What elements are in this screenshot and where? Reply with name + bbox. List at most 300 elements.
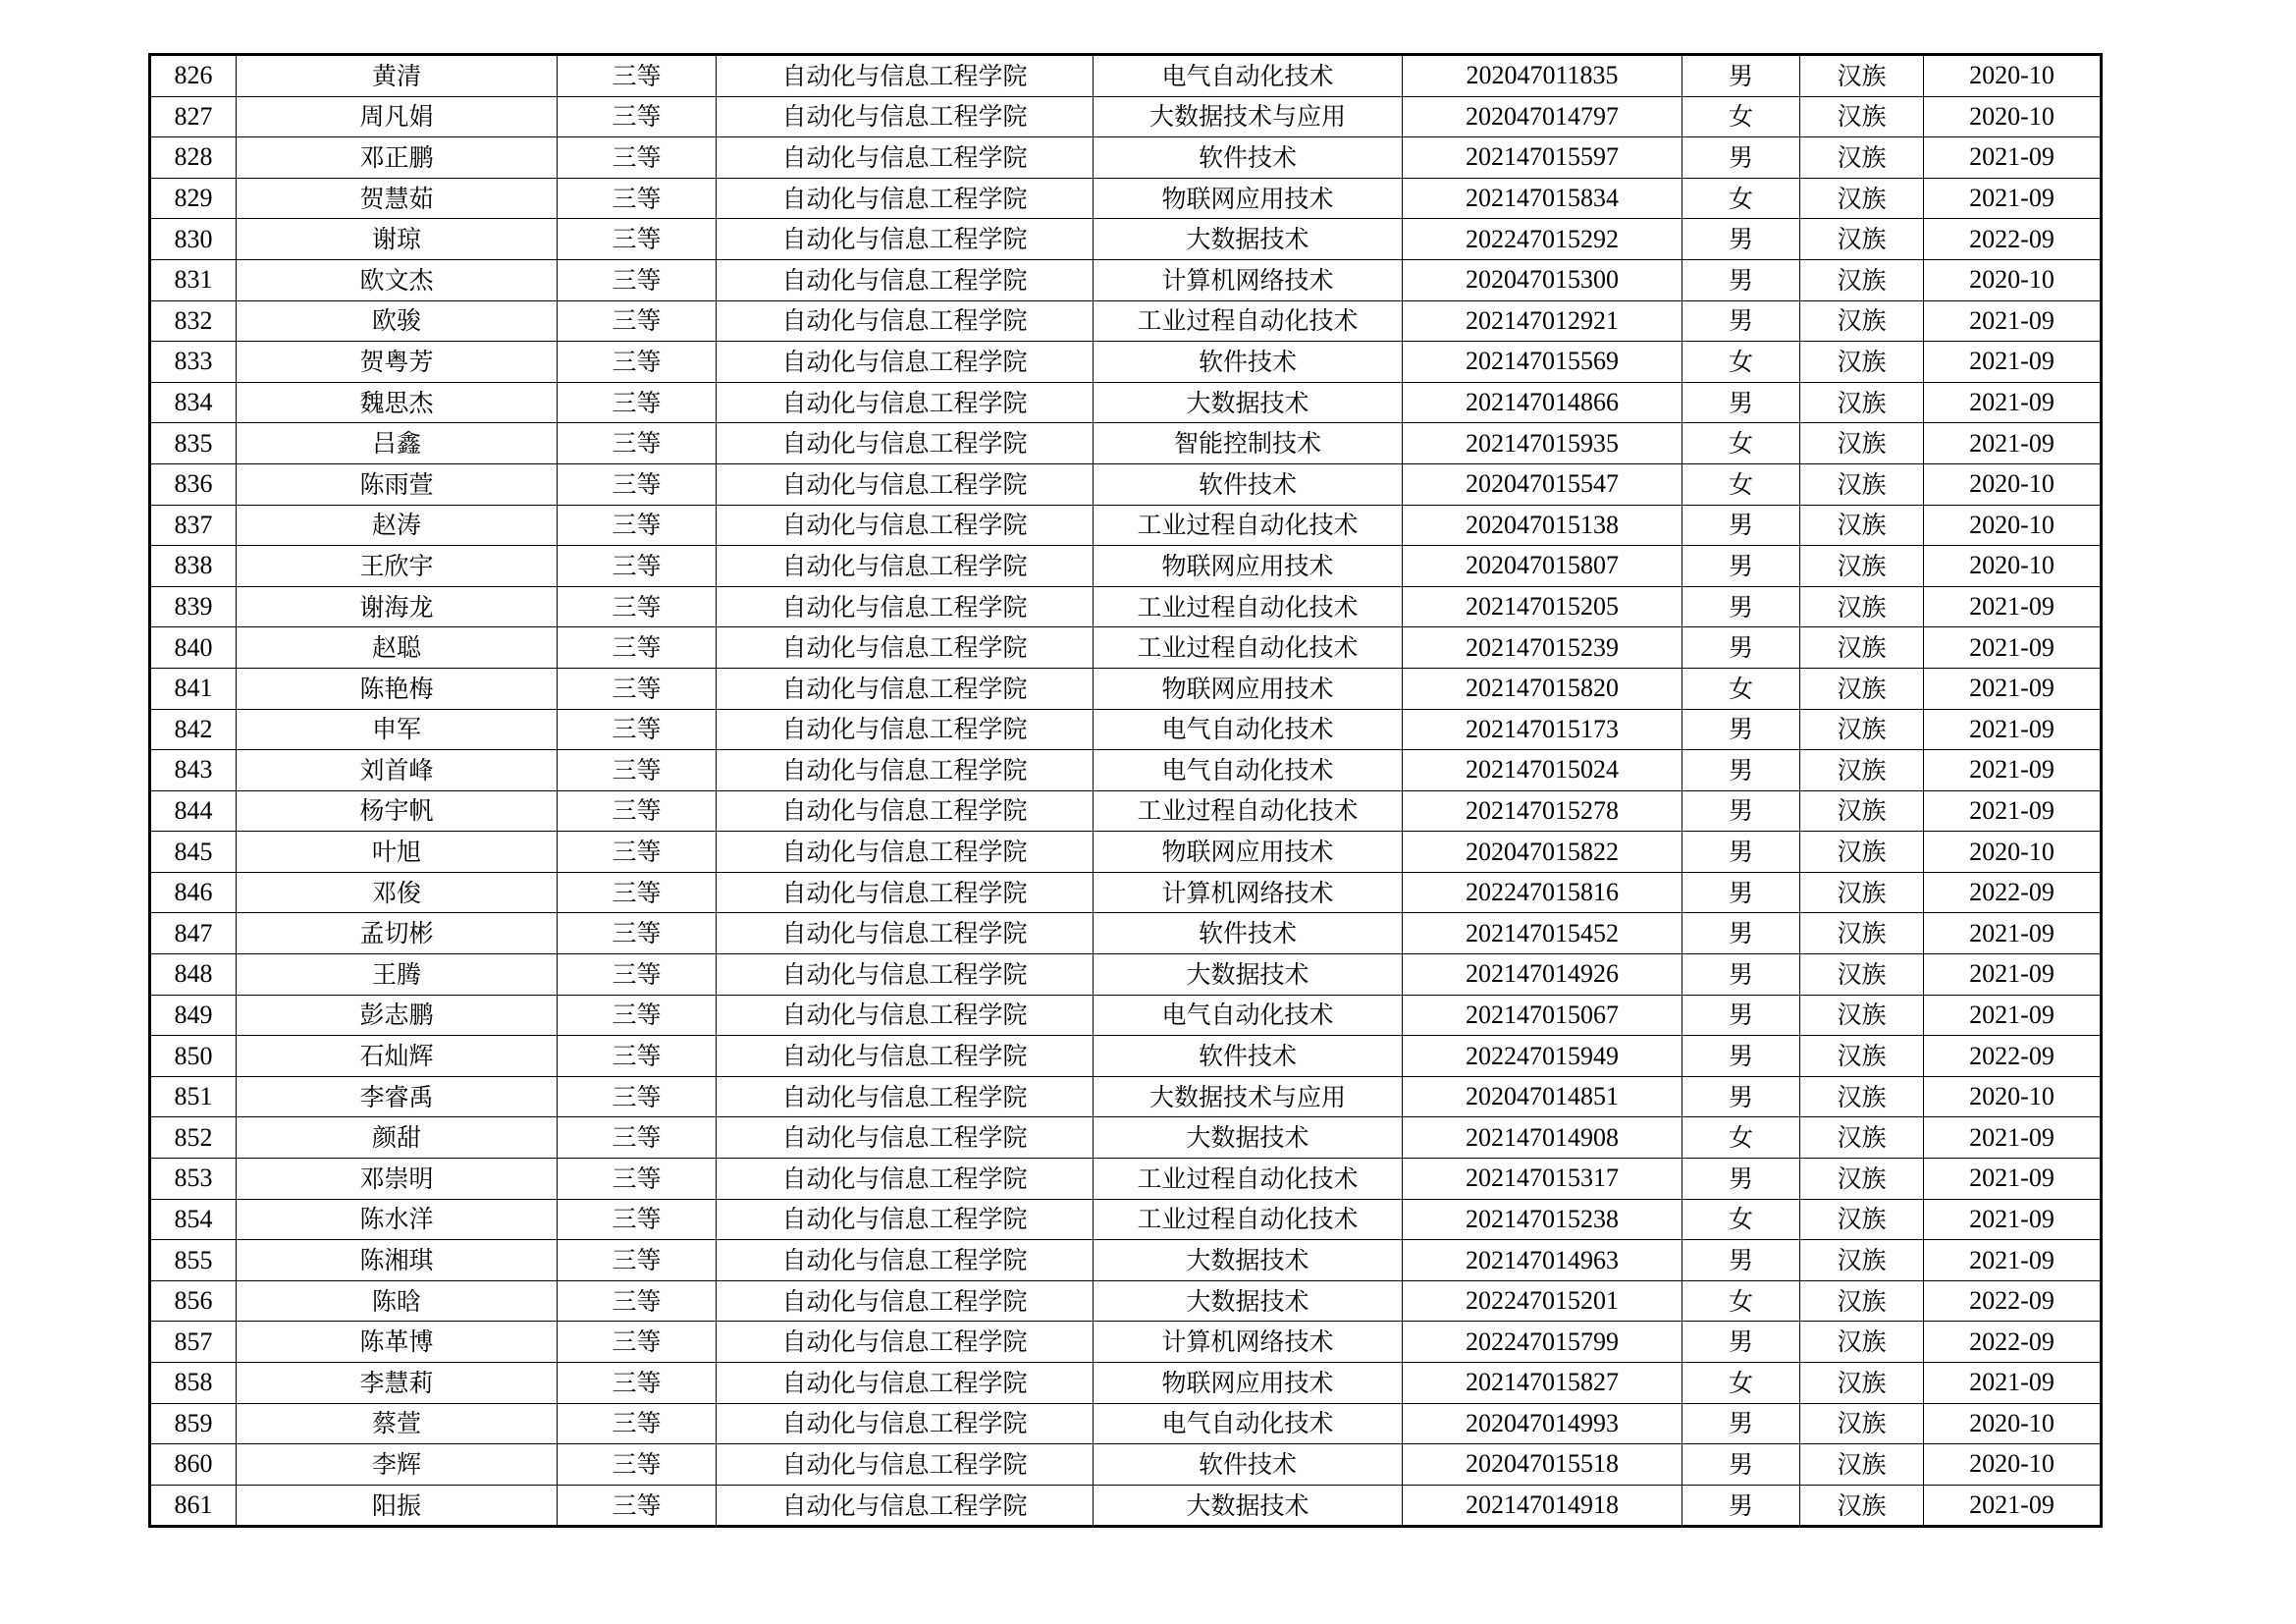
major-cell: 计算机网络技术 <box>1094 259 1403 300</box>
college-cell: 自动化与信息工程学院 <box>717 832 1094 873</box>
college-cell: 自动化与信息工程学院 <box>717 505 1094 546</box>
name-cell: 赵涛 <box>237 505 558 546</box>
ethnicity-cell: 汉族 <box>1800 1363 1924 1404</box>
gender-cell: 女 <box>1682 178 1800 219</box>
major-cell: 大数据技术 <box>1094 1485 1403 1527</box>
row-number-cell: 835 <box>150 423 237 464</box>
award-level-cell: 三等 <box>558 954 717 996</box>
enrollment-date-cell: 2020-10 <box>1924 505 2102 546</box>
table-row <box>150 1117 2102 1159</box>
enrollment-date-cell: 2021-09 <box>1924 586 2102 627</box>
enrollment-date-cell: 2020-10 <box>1924 259 2102 300</box>
enrollment-date-cell: 2022-09 <box>1924 219 2102 260</box>
enrollment-date-cell: 2020-10 <box>1924 55 2102 97</box>
row-number-cell: 861 <box>150 1485 237 1527</box>
award-level-cell: 三等 <box>558 750 717 791</box>
college-cell: 自动化与信息工程学院 <box>717 300 1094 342</box>
college-cell: 自动化与信息工程学院 <box>717 1403 1094 1444</box>
table-row <box>150 1036 2102 1077</box>
gender-cell: 女 <box>1682 1199 1800 1240</box>
row-number-cell: 855 <box>150 1240 237 1281</box>
gender-cell: 女 <box>1682 342 1800 383</box>
award-level-cell: 三等 <box>558 178 717 219</box>
major-cell: 工业过程自动化技术 <box>1094 586 1403 627</box>
ethnicity-cell: 汉族 <box>1800 423 1924 464</box>
gender-cell: 男 <box>1682 1485 1800 1527</box>
award-level-cell: 三等 <box>558 1036 717 1077</box>
student-id-cell: 202047014851 <box>1403 1076 1682 1117</box>
major-cell: 工业过程自动化技术 <box>1094 627 1403 669</box>
name-cell: 吕鑫 <box>237 423 558 464</box>
gender-cell: 男 <box>1682 1159 1800 1200</box>
college-cell: 自动化与信息工程学院 <box>717 913 1094 954</box>
name-cell: 李辉 <box>237 1444 558 1486</box>
enrollment-date-cell: 2021-09 <box>1924 137 2102 179</box>
award-level-cell: 三等 <box>558 1117 717 1159</box>
ethnicity-cell: 汉族 <box>1800 219 1924 260</box>
college-cell: 自动化与信息工程学院 <box>717 1322 1094 1363</box>
major-cell: 大数据技术 <box>1094 1280 1403 1322</box>
name-cell: 陈艳梅 <box>237 668 558 709</box>
row-number-cell: 846 <box>150 872 237 913</box>
table-row <box>150 423 2102 464</box>
major-cell: 工业过程自动化技术 <box>1094 505 1403 546</box>
major-cell: 软件技术 <box>1094 1444 1403 1486</box>
gender-cell: 男 <box>1682 586 1800 627</box>
table-row <box>150 546 2102 587</box>
name-cell: 申军 <box>237 709 558 750</box>
ethnicity-cell: 汉族 <box>1800 1403 1924 1444</box>
row-number-cell: 843 <box>150 750 237 791</box>
major-cell: 大数据技术与应用 <box>1094 96 1403 137</box>
ethnicity-cell: 汉族 <box>1800 1159 1924 1200</box>
college-cell: 自动化与信息工程学院 <box>717 342 1094 383</box>
major-cell: 大数据技术 <box>1094 382 1403 423</box>
major-cell: 物联网应用技术 <box>1094 178 1403 219</box>
award-level-cell: 三等 <box>558 382 717 423</box>
row-number-cell: 839 <box>150 586 237 627</box>
table-row <box>150 342 2102 383</box>
ethnicity-cell: 汉族 <box>1800 913 1924 954</box>
award-level-cell: 三等 <box>558 423 717 464</box>
student-id-cell: 202147015452 <box>1403 913 1682 954</box>
enrollment-date-cell: 2021-09 <box>1924 300 2102 342</box>
table-row <box>150 586 2102 627</box>
name-cell: 欧骏 <box>237 300 558 342</box>
row-number-cell: 842 <box>150 709 237 750</box>
gender-cell: 男 <box>1682 995 1800 1036</box>
gender-cell: 男 <box>1682 137 1800 179</box>
ethnicity-cell: 汉族 <box>1800 178 1924 219</box>
name-cell: 贺慧茹 <box>237 178 558 219</box>
enrollment-date-cell: 2021-09 <box>1924 913 2102 954</box>
student-id-cell: 202247015949 <box>1403 1036 1682 1077</box>
major-cell: 大数据技术 <box>1094 219 1403 260</box>
gender-cell: 女 <box>1682 423 1800 464</box>
student-id-cell: 202147015820 <box>1403 668 1682 709</box>
college-cell: 自动化与信息工程学院 <box>717 790 1094 832</box>
row-number-cell: 853 <box>150 1159 237 1200</box>
ethnicity-cell: 汉族 <box>1800 750 1924 791</box>
table-row <box>150 178 2102 219</box>
student-id-cell: 202147015173 <box>1403 709 1682 750</box>
award-level-cell: 三等 <box>558 219 717 260</box>
major-cell: 大数据技术 <box>1094 1240 1403 1281</box>
gender-cell: 男 <box>1682 505 1800 546</box>
college-cell: 自动化与信息工程学院 <box>717 954 1094 996</box>
enrollment-date-cell: 2021-09 <box>1924 1363 2102 1404</box>
gender-cell: 女 <box>1682 668 1800 709</box>
major-cell: 物联网应用技术 <box>1094 1363 1403 1404</box>
college-cell: 自动化与信息工程学院 <box>717 423 1094 464</box>
major-cell: 软件技术 <box>1094 1036 1403 1077</box>
ethnicity-cell: 汉族 <box>1800 627 1924 669</box>
gender-cell: 女 <box>1682 1117 1800 1159</box>
gender-cell: 男 <box>1682 382 1800 423</box>
gender-cell: 男 <box>1682 300 1800 342</box>
table-row <box>150 300 2102 342</box>
major-cell: 软件技术 <box>1094 342 1403 383</box>
college-cell: 自动化与信息工程学院 <box>717 55 1094 97</box>
college-cell: 自动化与信息工程学院 <box>717 1485 1094 1527</box>
table-row <box>150 1076 2102 1117</box>
table-body <box>150 55 2102 1527</box>
ethnicity-cell: 汉族 <box>1800 586 1924 627</box>
name-cell: 贺粤芳 <box>237 342 558 383</box>
name-cell: 石灿辉 <box>237 1036 558 1077</box>
award-level-cell: 三等 <box>558 709 717 750</box>
table-row <box>150 668 2102 709</box>
gender-cell: 男 <box>1682 259 1800 300</box>
gender-cell: 女 <box>1682 1280 1800 1322</box>
row-number-cell: 844 <box>150 790 237 832</box>
table-row <box>150 505 2102 546</box>
major-cell: 智能控制技术 <box>1094 423 1403 464</box>
table-row <box>150 1199 2102 1240</box>
row-number-cell: 832 <box>150 300 237 342</box>
college-cell: 自动化与信息工程学院 <box>717 1280 1094 1322</box>
college-cell: 自动化与信息工程学院 <box>717 1240 1094 1281</box>
name-cell: 邓俊 <box>237 872 558 913</box>
enrollment-date-cell: 2021-09 <box>1924 668 2102 709</box>
ethnicity-cell: 汉族 <box>1800 505 1924 546</box>
college-cell: 自动化与信息工程学院 <box>717 872 1094 913</box>
enrollment-date-cell: 2022-09 <box>1924 1280 2102 1322</box>
enrollment-date-cell: 2021-09 <box>1924 342 2102 383</box>
award-level-cell: 三等 <box>558 1240 717 1281</box>
table-row <box>150 790 2102 832</box>
college-cell: 自动化与信息工程学院 <box>717 995 1094 1036</box>
award-level-cell: 三等 <box>558 259 717 300</box>
row-number-cell: 841 <box>150 668 237 709</box>
ethnicity-cell: 汉族 <box>1800 546 1924 587</box>
award-level-cell: 三等 <box>558 1363 717 1404</box>
row-number-cell: 858 <box>150 1363 237 1404</box>
row-number-cell: 826 <box>150 55 237 97</box>
enrollment-date-cell: 2020-10 <box>1924 463 2102 505</box>
award-level-cell: 三等 <box>558 1280 717 1322</box>
ethnicity-cell: 汉族 <box>1800 259 1924 300</box>
gender-cell: 男 <box>1682 750 1800 791</box>
student-id-cell: 202147014908 <box>1403 1117 1682 1159</box>
student-id-cell: 202047015138 <box>1403 505 1682 546</box>
award-level-cell: 三等 <box>558 668 717 709</box>
major-cell: 软件技术 <box>1094 463 1403 505</box>
name-cell: 刘首峰 <box>237 750 558 791</box>
award-level-cell: 三等 <box>558 790 717 832</box>
enrollment-date-cell: 2021-09 <box>1924 790 2102 832</box>
ethnicity-cell: 汉族 <box>1800 342 1924 383</box>
student-id-cell: 202147014963 <box>1403 1240 1682 1281</box>
college-cell: 自动化与信息工程学院 <box>717 219 1094 260</box>
award-level-cell: 三等 <box>558 1403 717 1444</box>
scholarship-list-table <box>148 53 2103 1528</box>
student-id-cell: 202147015238 <box>1403 1199 1682 1240</box>
major-cell: 工业过程自动化技术 <box>1094 790 1403 832</box>
award-level-cell: 三等 <box>558 300 717 342</box>
name-cell: 欧文杰 <box>237 259 558 300</box>
college-cell: 自动化与信息工程学院 <box>717 178 1094 219</box>
college-cell: 自动化与信息工程学院 <box>717 668 1094 709</box>
student-id-cell: 202047015518 <box>1403 1444 1682 1486</box>
student-id-cell: 202247015816 <box>1403 872 1682 913</box>
table-row <box>150 1280 2102 1322</box>
name-cell: 黄清 <box>237 55 558 97</box>
award-level-cell: 三等 <box>558 1322 717 1363</box>
gender-cell: 男 <box>1682 790 1800 832</box>
table-row <box>150 832 2102 873</box>
ethnicity-cell: 汉族 <box>1800 668 1924 709</box>
gender-cell: 女 <box>1682 1363 1800 1404</box>
gender-cell: 男 <box>1682 1076 1800 1117</box>
table-row <box>150 1485 2102 1527</box>
student-id-cell: 202047011835 <box>1403 55 1682 97</box>
enrollment-date-cell: 2021-09 <box>1924 1485 2102 1527</box>
student-id-cell: 202147015597 <box>1403 137 1682 179</box>
college-cell: 自动化与信息工程学院 <box>717 463 1094 505</box>
student-id-cell: 202047015822 <box>1403 832 1682 873</box>
name-cell: 谢琼 <box>237 219 558 260</box>
college-cell: 自动化与信息工程学院 <box>717 1444 1094 1486</box>
name-cell: 邓崇明 <box>237 1159 558 1200</box>
major-cell: 物联网应用技术 <box>1094 668 1403 709</box>
student-id-cell: 202147014926 <box>1403 954 1682 996</box>
award-level-cell: 三等 <box>558 137 717 179</box>
enrollment-date-cell: 2021-09 <box>1924 1199 2102 1240</box>
college-cell: 自动化与信息工程学院 <box>717 546 1094 587</box>
row-number-cell: 848 <box>150 954 237 996</box>
table-row <box>150 995 2102 1036</box>
gender-cell: 男 <box>1682 219 1800 260</box>
enrollment-date-cell: 2020-10 <box>1924 1444 2102 1486</box>
ethnicity-cell: 汉族 <box>1800 300 1924 342</box>
name-cell: 谢海龙 <box>237 586 558 627</box>
ethnicity-cell: 汉族 <box>1800 709 1924 750</box>
college-cell: 自动化与信息工程学院 <box>717 1159 1094 1200</box>
student-id-cell: 202147015834 <box>1403 178 1682 219</box>
ethnicity-cell: 汉族 <box>1800 463 1924 505</box>
major-cell: 电气自动化技术 <box>1094 995 1403 1036</box>
row-number-cell: 857 <box>150 1322 237 1363</box>
award-level-cell: 三等 <box>558 913 717 954</box>
name-cell: 邓正鹏 <box>237 137 558 179</box>
name-cell: 阳振 <box>237 1485 558 1527</box>
gender-cell: 男 <box>1682 627 1800 669</box>
student-id-cell: 202147012921 <box>1403 300 1682 342</box>
row-number-cell: 833 <box>150 342 237 383</box>
table-row <box>150 1240 2102 1281</box>
award-level-cell: 三等 <box>558 55 717 97</box>
table-row <box>150 219 2102 260</box>
row-number-cell: 854 <box>150 1199 237 1240</box>
award-level-cell: 三等 <box>558 995 717 1036</box>
student-id-cell: 202047015300 <box>1403 259 1682 300</box>
row-number-cell: 840 <box>150 627 237 669</box>
ethnicity-cell: 汉族 <box>1800 137 1924 179</box>
student-id-cell: 202147015569 <box>1403 342 1682 383</box>
major-cell: 软件技术 <box>1094 913 1403 954</box>
table-row <box>150 259 2102 300</box>
award-level-cell: 三等 <box>558 627 717 669</box>
row-number-cell: 836 <box>150 463 237 505</box>
gender-cell: 女 <box>1682 463 1800 505</box>
table-row <box>150 55 2102 97</box>
college-cell: 自动化与信息工程学院 <box>717 586 1094 627</box>
name-cell: 杨宇帆 <box>237 790 558 832</box>
student-id-cell: 202047014797 <box>1403 96 1682 137</box>
ethnicity-cell: 汉族 <box>1800 382 1924 423</box>
row-number-cell: 859 <box>150 1403 237 1444</box>
name-cell: 陈湘琪 <box>237 1240 558 1281</box>
row-number-cell: 834 <box>150 382 237 423</box>
college-cell: 自动化与信息工程学院 <box>717 1036 1094 1077</box>
name-cell: 陈革博 <box>237 1322 558 1363</box>
enrollment-date-cell: 2020-10 <box>1924 1403 2102 1444</box>
student-id-cell: 202147015205 <box>1403 586 1682 627</box>
college-cell: 自动化与信息工程学院 <box>717 750 1094 791</box>
enrollment-date-cell: 2022-09 <box>1924 1036 2102 1077</box>
student-id-cell: 202047015547 <box>1403 463 1682 505</box>
enrollment-date-cell: 2020-10 <box>1924 1076 2102 1117</box>
student-id-cell: 202247015201 <box>1403 1280 1682 1322</box>
student-id-cell: 202147014918 <box>1403 1485 1682 1527</box>
name-cell: 蔡萱 <box>237 1403 558 1444</box>
major-cell: 物联网应用技术 <box>1094 832 1403 873</box>
major-cell: 物联网应用技术 <box>1094 546 1403 587</box>
table-row <box>150 382 2102 423</box>
enrollment-date-cell: 2021-09 <box>1924 750 2102 791</box>
name-cell: 叶旭 <box>237 832 558 873</box>
ethnicity-cell: 汉族 <box>1800 1199 1924 1240</box>
ethnicity-cell: 汉族 <box>1800 1117 1924 1159</box>
table-row <box>150 750 2102 791</box>
major-cell: 电气自动化技术 <box>1094 709 1403 750</box>
gender-cell: 男 <box>1682 1240 1800 1281</box>
ethnicity-cell: 汉族 <box>1800 55 1924 97</box>
table-row <box>150 1444 2102 1486</box>
gender-cell: 男 <box>1682 954 1800 996</box>
name-cell: 王腾 <box>237 954 558 996</box>
row-number-cell: 828 <box>150 137 237 179</box>
ethnicity-cell: 汉族 <box>1800 1322 1924 1363</box>
college-cell: 自动化与信息工程学院 <box>717 1199 1094 1240</box>
table-row <box>150 463 2102 505</box>
name-cell: 周凡娟 <box>237 96 558 137</box>
student-id-cell: 202147015067 <box>1403 995 1682 1036</box>
name-cell: 王欣宇 <box>237 546 558 587</box>
college-cell: 自动化与信息工程学院 <box>717 709 1094 750</box>
name-cell: 李睿禹 <box>237 1076 558 1117</box>
award-level-cell: 三等 <box>558 1485 717 1527</box>
row-number-cell: 847 <box>150 913 237 954</box>
enrollment-date-cell: 2020-10 <box>1924 832 2102 873</box>
enrollment-date-cell: 2021-09 <box>1924 1240 2102 1281</box>
college-cell: 自动化与信息工程学院 <box>717 1076 1094 1117</box>
ethnicity-cell: 汉族 <box>1800 995 1924 1036</box>
award-level-cell: 三等 <box>558 463 717 505</box>
enrollment-date-cell: 2021-09 <box>1924 1117 2102 1159</box>
ethnicity-cell: 汉族 <box>1800 872 1924 913</box>
ethnicity-cell: 汉族 <box>1800 1485 1924 1527</box>
row-number-cell: 838 <box>150 546 237 587</box>
major-cell: 电气自动化技术 <box>1094 55 1403 97</box>
table-row <box>150 1363 2102 1404</box>
major-cell: 工业过程自动化技术 <box>1094 1199 1403 1240</box>
row-number-cell: 849 <box>150 995 237 1036</box>
gender-cell: 男 <box>1682 1036 1800 1077</box>
ethnicity-cell: 汉族 <box>1800 1240 1924 1281</box>
student-id-cell: 202147015317 <box>1403 1159 1682 1200</box>
enrollment-date-cell: 2021-09 <box>1924 1159 2102 1200</box>
major-cell: 计算机网络技术 <box>1094 872 1403 913</box>
enrollment-date-cell: 2021-09 <box>1924 382 2102 423</box>
award-level-cell: 三等 <box>558 872 717 913</box>
row-number-cell: 830 <box>150 219 237 260</box>
row-number-cell: 852 <box>150 1117 237 1159</box>
gender-cell: 男 <box>1682 1403 1800 1444</box>
row-number-cell: 831 <box>150 259 237 300</box>
table-row <box>150 627 2102 669</box>
college-cell: 自动化与信息工程学院 <box>717 96 1094 137</box>
gender-cell: 男 <box>1682 1444 1800 1486</box>
student-id-cell: 202247015799 <box>1403 1322 1682 1363</box>
name-cell: 陈雨萱 <box>237 463 558 505</box>
enrollment-date-cell: 2021-09 <box>1924 423 2102 464</box>
award-level-cell: 三等 <box>558 505 717 546</box>
enrollment-date-cell: 2021-09 <box>1924 627 2102 669</box>
row-number-cell: 850 <box>150 1036 237 1077</box>
name-cell: 陈水洋 <box>237 1199 558 1240</box>
major-cell: 工业过程自动化技术 <box>1094 1159 1403 1200</box>
award-level-cell: 三等 <box>558 832 717 873</box>
ethnicity-cell: 汉族 <box>1800 1076 1924 1117</box>
enrollment-date-cell: 2022-09 <box>1924 1322 2102 1363</box>
row-number-cell: 829 <box>150 178 237 219</box>
award-level-cell: 三等 <box>558 586 717 627</box>
gender-cell: 男 <box>1682 709 1800 750</box>
gender-cell: 男 <box>1682 546 1800 587</box>
table-row <box>150 913 2102 954</box>
gender-cell: 男 <box>1682 872 1800 913</box>
ethnicity-cell: 汉族 <box>1800 1036 1924 1077</box>
major-cell: 电气自动化技术 <box>1094 1403 1403 1444</box>
college-cell: 自动化与信息工程学院 <box>717 137 1094 179</box>
gender-cell: 男 <box>1682 832 1800 873</box>
gender-cell: 男 <box>1682 913 1800 954</box>
student-id-cell: 202147015024 <box>1403 750 1682 791</box>
college-cell: 自动化与信息工程学院 <box>717 259 1094 300</box>
name-cell: 陈晗 <box>237 1280 558 1322</box>
